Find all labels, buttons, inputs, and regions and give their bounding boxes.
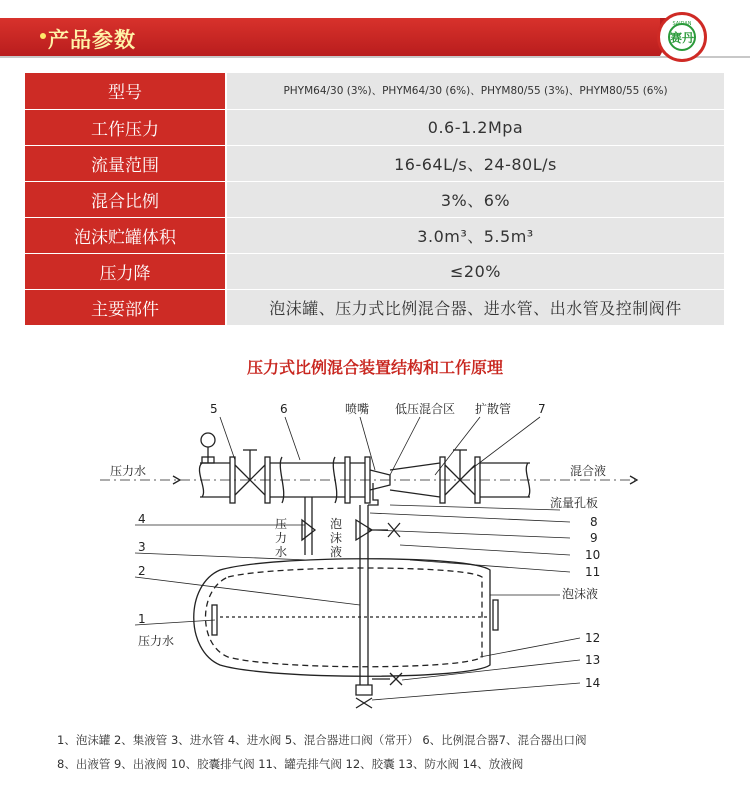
section-header	[0, 0, 750, 75]
collector-vertical	[360, 570, 368, 685]
table-row	[25, 109, 724, 145]
label-low-pressure: 低压混合区	[395, 402, 456, 416]
spec-table	[25, 73, 724, 326]
row-key: 工作压力	[25, 109, 226, 145]
legend-line-2: 8、出液管 9、出液阀 10、胶囊排气阀 11、罐壳排气阀 12、胶囊 13、防水阀 14、放液阀	[57, 757, 524, 771]
valve-13-icon	[390, 673, 402, 685]
row-value: 泡沫罐、压力式比例混合器、进水管、出水管及控制阀件	[226, 289, 724, 325]
row-value: ≤20%	[226, 253, 724, 289]
structure-diagram	[90, 395, 650, 715]
logo-small-text: SAIDAN	[672, 21, 692, 27]
drain-base	[356, 685, 372, 695]
flow-arrow-icon	[630, 476, 637, 484]
label-orifice: 流量孔板	[550, 496, 599, 510]
leader-orifice	[390, 505, 560, 510]
row-value: 0.6-1.2Mpa	[226, 109, 724, 145]
label-foam-vertical-1: 泡	[330, 517, 343, 531]
label-9: 9	[590, 531, 598, 545]
tank-flange	[493, 600, 498, 630]
row-value: 3%、6%	[226, 181, 724, 217]
label-foam-vertical-3: 液	[330, 545, 343, 559]
leader-2	[135, 577, 360, 605]
leader-10	[400, 545, 570, 555]
table-row	[25, 253, 724, 289]
legend-line-1: 1、泡沫罐 2、集液管 3、进水管 4、进水阀 5、混合器进口阀（常开） 6、比例混合器7、混合器出口阀	[57, 733, 587, 747]
valve-4-icon	[302, 520, 315, 540]
leader-14	[372, 683, 580, 700]
label-nozzle: 喷嘴	[345, 402, 370, 416]
label-foam-vertical-2: 沫	[330, 531, 343, 545]
label-pressure-water: 压力水	[110, 464, 147, 478]
row-key: 主要部件	[25, 289, 226, 325]
table-row	[25, 73, 724, 109]
label-pressure-water-vertical-1: 压	[275, 517, 288, 531]
header-divider	[0, 56, 750, 58]
label-pressure-water-bottom: 压力水	[138, 634, 175, 648]
leader-9	[372, 530, 570, 538]
diagram-title: 压力式比例混合装置结构和工作原理	[246, 358, 503, 377]
label-3: 3	[138, 540, 146, 554]
label-5: 5	[210, 402, 218, 416]
leader-nozzle	[360, 417, 375, 470]
label-8: 8	[590, 515, 598, 529]
row-key: 混合比例	[25, 181, 226, 217]
row-key: 压力降	[25, 253, 226, 289]
label-1: 1	[138, 612, 146, 626]
label-12: 12	[585, 631, 601, 645]
label-14: 14	[585, 676, 601, 690]
row-value: 16-64L/s、24-80L/s	[226, 145, 724, 181]
label-11: 11	[585, 565, 601, 579]
row-key: 流量范围	[25, 145, 226, 181]
label-foam-liquid: 泡沫液	[562, 587, 599, 601]
leader-13	[402, 660, 580, 680]
label-10: 10	[585, 548, 601, 562]
inlet-water-pipe	[305, 497, 312, 555]
brand-logo	[657, 12, 707, 62]
table-row	[25, 181, 724, 217]
table-row	[25, 217, 724, 253]
label-pressure-water-vertical-2: 力	[275, 531, 288, 545]
label-mixed-liquid: 混合液	[570, 464, 607, 478]
leader-7	[470, 417, 540, 470]
valve-14-icon	[356, 698, 372, 708]
row-key: 泡沫贮罐体积	[25, 217, 226, 253]
leader-12	[480, 638, 580, 657]
leader-5	[220, 417, 235, 460]
label-4: 4	[138, 512, 146, 526]
table-row	[25, 289, 724, 325]
label-7: 7	[538, 402, 546, 416]
label-2: 2	[138, 564, 146, 578]
valve-10-icon	[388, 523, 400, 537]
pressure-gauge-icon	[201, 433, 215, 447]
leader-6	[285, 417, 300, 460]
leader-8	[370, 513, 570, 522]
label-pressure-water-vertical-3: 水	[275, 545, 288, 559]
table-row	[25, 145, 724, 181]
section-title: 产品参数	[48, 28, 136, 52]
leader-1	[135, 620, 215, 625]
label-13: 13	[585, 653, 601, 667]
logo-text: 赛丹	[669, 31, 694, 45]
label-6: 6	[280, 402, 288, 416]
label-diffuser: 扩散管	[475, 402, 512, 416]
row-value: 3.0m³、5.5m³	[226, 217, 724, 253]
row-value: PHYM64/30 (3%)、PHYM64/30 (6%)、PHYM80/55 (3%)、PHYM80/55 (6%)	[226, 73, 724, 109]
row-key: 型号	[25, 73, 226, 109]
